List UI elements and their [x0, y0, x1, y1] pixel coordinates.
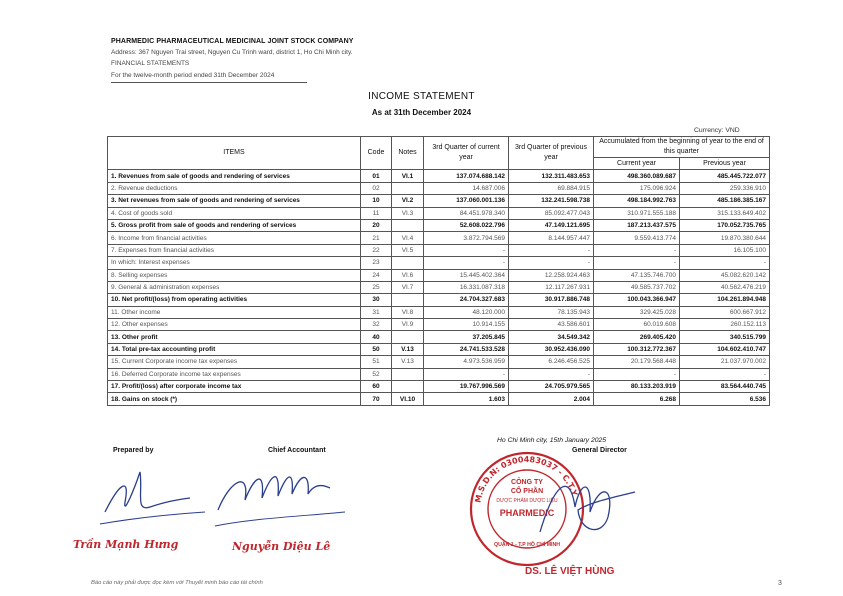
row-item: 11. Other income — [108, 306, 361, 318]
stamp-company-line2: CỔ PHẦN — [510, 488, 544, 495]
row-q3-previous: 30.952.436.090 — [509, 343, 594, 355]
row-q3-current: 37.205.845 — [424, 331, 509, 343]
row-code: 51 — [361, 356, 392, 368]
row-q3-previous: 8.144.957.447 — [509, 232, 594, 244]
chief-accountant-signature — [210, 460, 350, 540]
table-row — [108, 356, 770, 368]
row-code: 22 — [361, 244, 392, 256]
row-q3-previous: 69.884.915 — [509, 182, 594, 194]
row-item: 17. Profit/(loss) after corporate income tax — [108, 381, 361, 393]
table-row — [108, 393, 770, 405]
row-note — [392, 381, 424, 393]
row-acc-previous: 340.515.799 — [680, 331, 770, 343]
row-acc-current: 80.133.203.919 — [594, 381, 680, 393]
row-q3-previous: 24.705.979.565 — [509, 381, 594, 393]
row-item: 3. Net revenues from sale of goods and rendering of services — [108, 195, 361, 207]
general-director-title: General Director — [572, 447, 627, 454]
row-acc-previous: 104.261.894.948 — [680, 294, 770, 306]
row-acc-current: 498.184.992.763 — [594, 195, 680, 207]
row-q3-previous: 30.917.886.748 — [509, 294, 594, 306]
row-note: VI.2 — [392, 195, 424, 207]
row-q3-current: 15.445.402.364 — [424, 269, 509, 281]
company-name: PHARMEDIC PHARMACEUTICAL MEDICINAL JOINT STOCK COMPANY — [111, 38, 354, 45]
row-q3-previous: 47.149.121.695 — [509, 219, 594, 231]
row-acc-current: 6.268 — [594, 393, 680, 405]
header-items: ITEMS — [108, 137, 361, 170]
row-item: 16. Deferred Corporate income tax expenses — [108, 368, 361, 380]
table-row — [108, 368, 770, 380]
row-note — [392, 257, 424, 269]
row-acc-current: 269.405.420 — [594, 331, 680, 343]
row-note: VI.7 — [392, 281, 424, 293]
table-row — [108, 281, 770, 293]
row-acc-current: 175.096.924 — [594, 182, 680, 194]
header-q3-current: 3rd Quarter of current year — [424, 137, 509, 170]
row-item: In which: Interest expenses — [108, 257, 361, 269]
row-q3-previous: 78.135.943 — [509, 306, 594, 318]
stamp-brand: PHARMEDIC — [499, 508, 555, 518]
row-acc-previous: 40.562.476.219 — [680, 281, 770, 293]
document-type: FINANCIAL STATEMENTS — [111, 60, 190, 67]
currency-label: Currency: VND — [694, 127, 740, 134]
row-acc-current: 329.425.028 — [594, 306, 680, 318]
row-code: 01 — [361, 170, 392, 182]
stamp-district: QUẬN 1 - T.P HỒ CHÍ MINH — [494, 542, 560, 548]
row-acc-current: 310.971.555.188 — [594, 207, 680, 219]
row-code: 23 — [361, 257, 392, 269]
stamp-company-line1: CÔNG TY — [511, 479, 543, 486]
row-code: 11 — [361, 207, 392, 219]
header-code: Code — [361, 137, 392, 170]
row-code: 70 — [361, 393, 392, 405]
general-director-signature — [520, 462, 640, 552]
row-acc-previous: 485.186.385.167 — [680, 195, 770, 207]
row-item: 5. Gross profit from sale of goods and rendering of services — [108, 219, 361, 231]
row-q3-current: 14.687.006 — [424, 182, 509, 194]
statement-subtitle: As at 31th December 2024 — [371, 108, 472, 117]
row-acc-current: - — [594, 257, 680, 269]
row-q3-current: - — [424, 244, 509, 256]
row-acc-current: 100.043.366.947 — [594, 294, 680, 306]
row-q3-current: 137.074.688.142 — [424, 170, 509, 182]
row-acc-current: 20.179.568.448 — [594, 356, 680, 368]
row-note: VI.1 — [392, 170, 424, 182]
row-note: VI.5 — [392, 244, 424, 256]
row-acc-current: 60.019.608 — [594, 319, 680, 331]
row-q3-previous: 12.117.267.931 — [509, 281, 594, 293]
row-q3-previous: 132.311.483.653 — [509, 170, 594, 182]
prepared-by-title: Prepared by — [113, 447, 154, 454]
row-note: VI.4 — [392, 232, 424, 244]
row-code: 31 — [361, 306, 392, 318]
row-code: 52 — [361, 368, 392, 380]
row-item: 2. Revenue deductions — [108, 182, 361, 194]
header-q3-previous: 3rd Quarter of previous year — [509, 137, 594, 170]
row-code: 20 — [361, 219, 392, 231]
table-row — [108, 257, 770, 269]
row-code: 25 — [361, 281, 392, 293]
row-code: 10 — [361, 195, 392, 207]
row-note — [392, 368, 424, 380]
row-item: 14. Total pre-tax accounting profit — [108, 343, 361, 355]
table-row — [108, 182, 770, 194]
place-date: Ho Chi Minh city, 15th January 2025 — [497, 437, 607, 444]
row-acc-previous: 16.105.100 — [680, 244, 770, 256]
row-acc-previous: 19.870.380.644 — [680, 232, 770, 244]
row-acc-current: 47.135.746.700 — [594, 269, 680, 281]
row-item: 18. Gains on stock (*) — [108, 393, 361, 405]
row-code: 50 — [361, 343, 392, 355]
table-row — [108, 219, 770, 231]
header-notes: Notes — [392, 137, 424, 170]
row-acc-previous: - — [680, 368, 770, 380]
stamp-company-line3: DƯỢC PHẨM DƯỢC LIỆU — [496, 498, 558, 504]
header-divider — [111, 82, 307, 83]
row-item: 9. General & administration expenses — [108, 281, 361, 293]
table-body — [108, 170, 770, 405]
page-number: 3 — [778, 580, 782, 587]
row-item: 4. Cost of goods sold — [108, 207, 361, 219]
row-acc-previous: 485.445.722.077 — [680, 170, 770, 182]
row-code: 30 — [361, 294, 392, 306]
row-q3-previous: 85.092.477.043 — [509, 207, 594, 219]
row-note: V.13 — [392, 343, 424, 355]
row-q3-current: 4.973.536.959 — [424, 356, 509, 368]
row-code: 21 — [361, 232, 392, 244]
row-acc-previous: 45.082.620.142 — [680, 269, 770, 281]
row-acc-current: 187.213.437.575 — [594, 219, 680, 231]
row-q3-previous: - — [509, 244, 594, 256]
table-row — [108, 331, 770, 343]
row-acc-previous: 6.536 — [680, 393, 770, 405]
general-director-name: DS. LÊ VIỆT HÙNG — [525, 566, 615, 577]
row-acc-current: 498.360.089.687 — [594, 170, 680, 182]
row-code: 40 — [361, 331, 392, 343]
header-accumulated: Accumulated from the beginning of year to the end of this quarter — [594, 137, 770, 158]
row-acc-current: 49.585.737.702 — [594, 281, 680, 293]
row-q3-previous: 12.258.924.463 — [509, 269, 594, 281]
row-item: 10. Net profit/(loss) from operating activities — [108, 294, 361, 306]
row-q3-previous: 34.549.342 — [509, 331, 594, 343]
row-item: 7. Expenses from financial activities — [108, 244, 361, 256]
row-note: VI.9 — [392, 319, 424, 331]
row-item: 13. Other profit — [108, 331, 361, 343]
row-note: V.13 — [392, 356, 424, 368]
table-row — [108, 381, 770, 393]
row-item: 12. Other expenses — [108, 319, 361, 331]
row-acc-previous: 315.133.649.402 — [680, 207, 770, 219]
table-row — [108, 294, 770, 306]
table-row — [108, 232, 770, 244]
row-acc-current: 100.312.772.367 — [594, 343, 680, 355]
row-q3-current: 48.120.000 — [424, 306, 509, 318]
row-q3-current: 24.704.327.683 — [424, 294, 509, 306]
row-note: VI.8 — [392, 306, 424, 318]
row-q3-previous: 43.586.601 — [509, 319, 594, 331]
reporting-period: For the twelve-month period ended 31th December 2024 — [111, 72, 275, 79]
table-row — [108, 170, 770, 182]
row-acc-previous: 259.336.910 — [680, 182, 770, 194]
row-code: 02 — [361, 182, 392, 194]
row-q3-previous: 6.246.456.525 — [509, 356, 594, 368]
table-row — [108, 244, 770, 256]
header-current-year: Current year — [594, 158, 680, 170]
row-q3-previous: - — [509, 257, 594, 269]
row-note: VI.6 — [392, 269, 424, 281]
row-code: 24 — [361, 269, 392, 281]
row-q3-current: 16.331.087.318 — [424, 281, 509, 293]
chief-accountant-title: Chief Accountant — [268, 447, 326, 454]
income-statement-table — [107, 136, 770, 406]
row-q3-current: 137.060.001.136 — [424, 195, 509, 207]
row-q3-current: - — [424, 368, 509, 380]
row-q3-previous: 2.004 — [509, 393, 594, 405]
row-acc-previous: 260.152.113 — [680, 319, 770, 331]
row-q3-current: 1.603 — [424, 393, 509, 405]
row-acc-previous: 600.667.912 — [680, 306, 770, 318]
table-row — [108, 207, 770, 219]
row-note: VI.3 — [392, 207, 424, 219]
row-acc-previous: 21.037.970.002 — [680, 356, 770, 368]
stamp-ring-text: M.S.D.N: 0300483037 - C.T.Y — [473, 454, 580, 504]
row-q3-current: 3.872.794.569 — [424, 232, 509, 244]
company-address: Address: 367 Nguyen Trai street, Nguyen Cu Trinh ward, district 1, Ho Chi Minh city. — [111, 49, 353, 56]
row-q3-previous: 132.241.598.738 — [509, 195, 594, 207]
row-code: 60 — [361, 381, 392, 393]
table-row — [108, 195, 770, 207]
row-note: VI.10 — [392, 393, 424, 405]
row-q3-current: 10.914.155 — [424, 319, 509, 331]
row-q3-current: 84.451.978.340 — [424, 207, 509, 219]
row-acc-current: - — [594, 244, 680, 256]
table-row — [108, 306, 770, 318]
prepared-by-signature — [95, 462, 210, 537]
row-item: 8. Selling expenses — [108, 269, 361, 281]
row-item: 6. Income from financial activities — [108, 232, 361, 244]
header-previous-year: Previous year — [680, 158, 770, 170]
row-acc-previous: 104.602.410.747 — [680, 343, 770, 355]
row-q3-current: 19.767.996.569 — [424, 381, 509, 393]
prepared-by-name: Trần Mạnh Hưng — [73, 538, 179, 551]
row-q3-current: 24.741.533.528 — [424, 343, 509, 355]
row-q3-current: - — [424, 257, 509, 269]
row-acc-current: 9.559.413.774 — [594, 232, 680, 244]
footer-note: Báo cáo này phải được đọc kèm với Thuyết minh báo cáo tài chính — [91, 580, 263, 586]
row-note — [392, 182, 424, 194]
row-acc-current: - — [594, 368, 680, 380]
table-row — [108, 269, 770, 281]
row-acc-previous: 170.052.735.765 — [680, 219, 770, 231]
row-q3-current: 52.608.022.796 — [424, 219, 509, 231]
chief-accountant-name: Nguyễn Diệu Lê — [232, 540, 331, 553]
row-note — [392, 331, 424, 343]
row-note — [392, 294, 424, 306]
row-acc-previous: - — [680, 257, 770, 269]
statement-title: INCOME STATEMENT — [368, 91, 475, 102]
table-row — [108, 343, 770, 355]
row-q3-previous: - — [509, 368, 594, 380]
row-item: 1. Revenues from sale of goods and rendering of services — [108, 170, 361, 182]
table-row — [108, 319, 770, 331]
row-code: 32 — [361, 319, 392, 331]
row-note — [392, 219, 424, 231]
row-item: 15. Current Corporate income tax expenses — [108, 356, 361, 368]
row-acc-previous: 83.564.440.745 — [680, 381, 770, 393]
